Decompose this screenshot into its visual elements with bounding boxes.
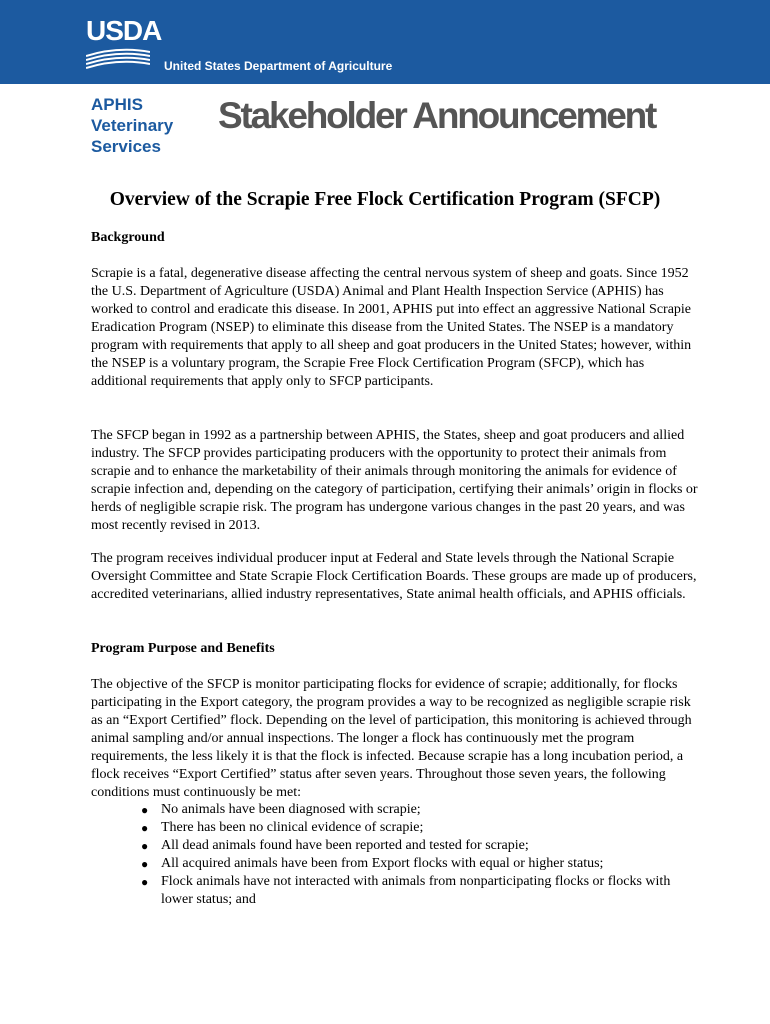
bullet-icon: ● (141, 839, 149, 853)
list-item-text: Flock animals have not interacted with animals from nonparticipating flocks or flocks with lower status; and (161, 874, 671, 907)
bullet-icon: ● (141, 821, 149, 835)
usda-logo-fields-icon (86, 48, 150, 70)
list-item-text: There has been no clinical evidence of scrapie; (161, 820, 424, 835)
list-item-text: No animals have been diagnosed with scrapie; (161, 802, 421, 817)
bullet-icon: ● (141, 875, 149, 889)
paragraph-4: The objective of the SFCP is monitor participating flocks for evidence of scrapie; additionally, for flocks participating in the Export category, the program provides a way to be recognized as negligible scrapie risk as an “Export Certified” flock. Depending on the level of participation, this monitoring is achieved through animal sampling and/or annual inspections. The longer a flock has continuously met the program requirements, the less likely it is that the flock is infected. Because scrapie has a long incubation period, a flock receives “Export Certified” status after seven years. Throughout those seven years, the following conditions must continuously be met: (91, 677, 692, 800)
section-heading-background: Background (91, 230, 165, 245)
paragraph-2: The SFCP began in 1992 as a partnership between APHIS, the States, sheep and goat producers and allied industry. The SFCP provides participating producers with the opportunity to protect their animals from scrapie and to enhance the marketability of their animals through monitoring the animals for evidence of scrapie infection and, depending on the category of participation, certifying their animals’ origin in flocks or herds of negligible scrapie risk. The program has undergone various changes in the past 20 years, and was most recently revised in 2013. (91, 428, 698, 533)
paragraph-3: The program receives individual producer input at Federal and State levels through the National Scrapie Oversight Committee and State Scrapie Flock Certification Boards. These groups are made up of producers, accredited veterinarians, allied industry representatives, State animal health officials, and APHIS officials. (91, 551, 697, 602)
agency-line: APHIS (91, 95, 143, 114)
list-item-text: All acquired animals have been from Export flocks with equal or higher status; (161, 856, 604, 871)
agency-line: Veterinary (91, 116, 174, 135)
department-name: United States Department of Agriculture (164, 59, 393, 73)
section-heading-purpose: Program Purpose and Benefits (91, 641, 275, 656)
document-title: Overview of the Scrapie Free Flock Certification Program (SFCP) (109, 189, 661, 210)
usda-logo: USDA (86, 15, 162, 46)
list-item (91, 837, 701, 855)
agency-line: Services (91, 137, 161, 156)
list-item (91, 855, 701, 873)
agency-block (91, 94, 173, 157)
paragraph-1: Scrapie is a fatal, degenerative disease affecting the central nervous system of sheep and goats. Since 1952 the U.S. Department of Agriculture (USDA) Animal and Plant Health Inspection Service (APHIS) has worked to control and eradicate this disease. In 2001, APHIS put into effect an aggressive National Scrapie Eradication Program (NSEP) to eliminate this disease from the United States. The NSEP is a mandatory program with requirements that apply to all sheep and goat producers in the United States; however, within the NSEP is a voluntary program, the Scrapie Free Flock Certification Program (SFCP), which has additional requirements that apply only to SFCP participants. (91, 266, 692, 389)
bullet-icon: ● (141, 857, 149, 871)
header-banner (0, 0, 770, 84)
list-item-text: All dead animals found have been reported and tested for scrapie; (161, 838, 529, 853)
list-item (91, 819, 701, 837)
conditions-list (91, 801, 701, 909)
list-item (91, 873, 701, 909)
list-item (91, 801, 701, 819)
announcement-title: Stakeholder Announcement (218, 95, 656, 136)
bullet-icon: ● (141, 803, 149, 817)
